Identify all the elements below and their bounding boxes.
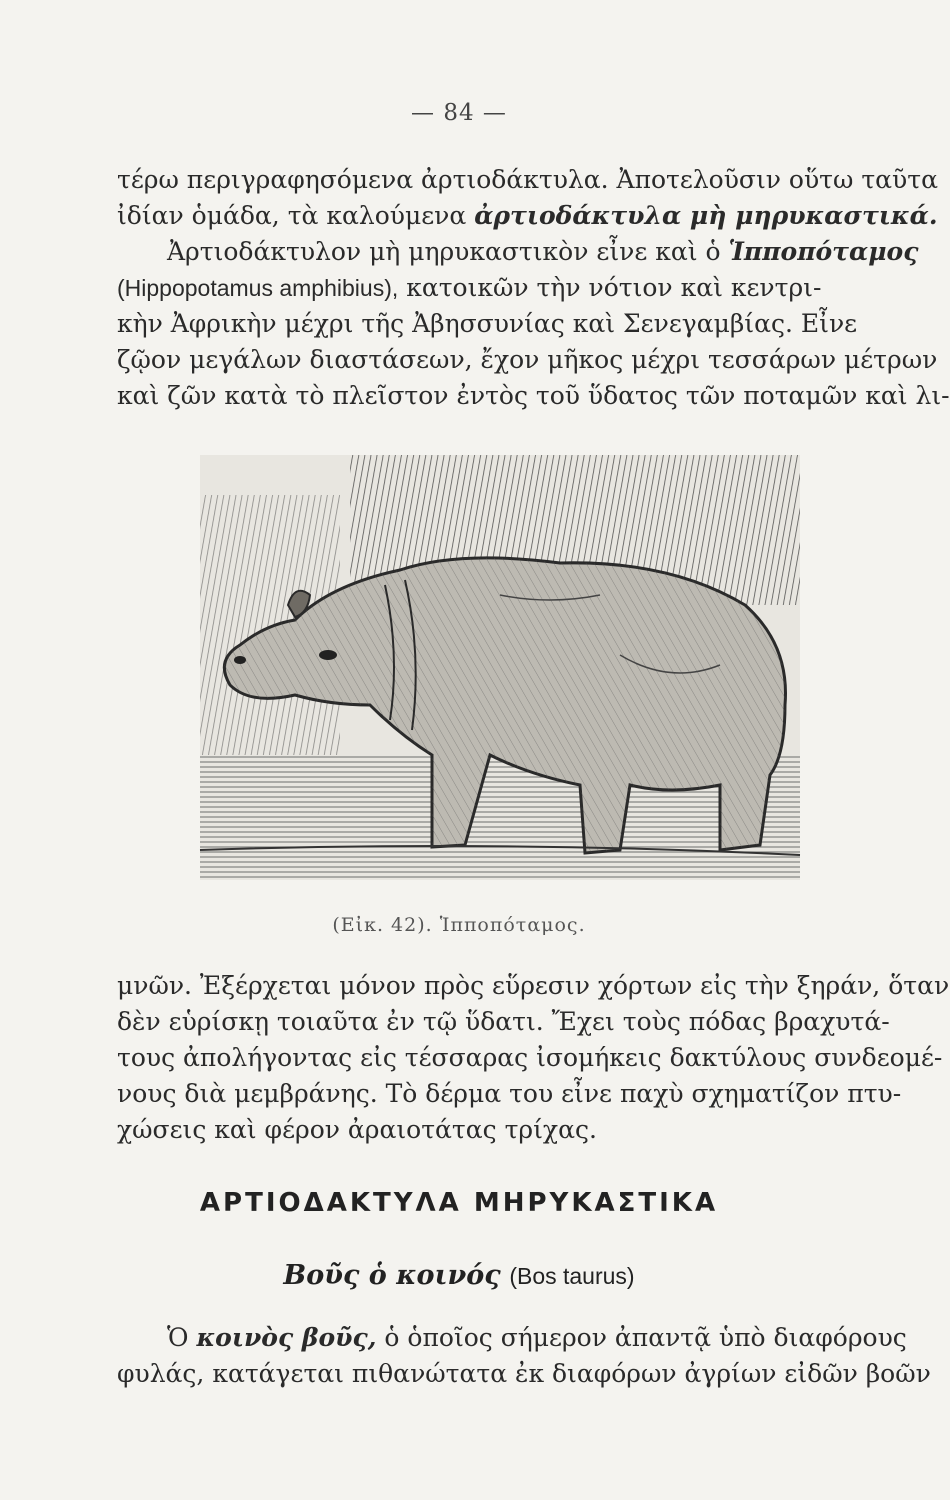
section-subheading <box>0 1260 918 1291</box>
text-line: φυλάς, κατάγεται πιθανώτατα ἐκ διαφόρων ἀγρίων εἰδῶν βοῶν <box>117 1359 931 1388</box>
section-heading: ΑΡΤΙΟΔΑΚΤΥΛΑ ΜΗΡΥΚΑΣΤΙΚΑ <box>199 1188 719 1218</box>
text-line: νους διὰ μεμβράνης. Τὸ δέρμα του εἶνε παχὺ σχηματίζον πτυ- <box>117 1079 902 1108</box>
text-fragment: Ἀρτιοδάκτυλον μὴ μηρυκαστικὸν εἶνε καὶ ὁ <box>167 237 721 266</box>
text-line: τους ἀπολήγοντας εἰς τέσσαρας ἰσομήκεις δακτύλους συνδεομέ- <box>117 1043 943 1072</box>
text-line: ζῷον μεγάλων διαστάσεων, ἔχον μῆκος μέχρι τεσσάρων μέτρων <box>117 345 938 374</box>
text-fragment: ἰδίαν ὁμάδα, τὰ καλούμενα <box>117 201 467 230</box>
figure-caption: (Εἰκ. 42). Ἱπποπόταμος. <box>332 914 586 936</box>
text-line <box>117 270 822 306</box>
subheading-latin: (Bos taurus) <box>509 1263 635 1289</box>
text-line: κὴν Ἀφρικὴν μέχρι τῆς Ἀβησσυνίας καὶ Σενεγαμβίας. Εἶνε <box>117 309 858 338</box>
text-line: μνῶν. Ἐξέρχεται μόνον πρὸς εὕρεσιν χόρτων εἰς τὴν ξηράν, ὅταν <box>117 971 950 1000</box>
text-line: δὲν εὑρίσκῃ τοιαῦτα ἐν τῷ ὕδατι. Ἔχει τοὺς πόδας βραχυτά- <box>117 1007 890 1036</box>
text-fragment: Ὁ <box>167 1323 189 1352</box>
emphasis-term: Ἱπποπόταμος <box>728 237 919 266</box>
text-block-middle <box>117 968 950 1148</box>
text-line <box>117 198 938 234</box>
text-fragment: κατοικῶν τὴν νότιον καὶ κεντρι- <box>406 273 822 302</box>
emphasis-term: κοινὸς βοῦς, <box>196 1323 377 1352</box>
text-block-bottom <box>117 1320 931 1392</box>
text-line: τέρω περιγραφησόμενα ἀρτιοδάκτυλα. Ἀποτελοῦσιν οὕτω ταῦτα <box>117 165 938 194</box>
hippopotamus-engraving <box>200 455 810 885</box>
text-block-top <box>117 162 950 414</box>
page-number: — 84 — <box>411 100 507 126</box>
latin-name: (Hippopotamus amphibius), <box>117 275 399 301</box>
text-line: χώσεις καὶ φέρον ἀραιοτάτας τρίχας. <box>117 1115 597 1144</box>
text-line <box>117 1320 907 1356</box>
emphasis-term: ἀρτιοδάκτυλα μὴ μηρυκαστικά. <box>474 201 938 230</box>
text-line: καὶ ζῶν κατὰ τὸ πλεῖστον ἐντὸς τοῦ ὕδατος τῶν ποταμῶν καὶ λι- <box>117 381 950 410</box>
text-line <box>117 234 919 270</box>
subheading-greek: Βοῦς ὁ κοινός <box>283 1260 501 1291</box>
text-fragment: ὁ ὁποῖος σήμερον ἀπαντᾷ ὑπὸ διαφόρους <box>384 1323 907 1352</box>
